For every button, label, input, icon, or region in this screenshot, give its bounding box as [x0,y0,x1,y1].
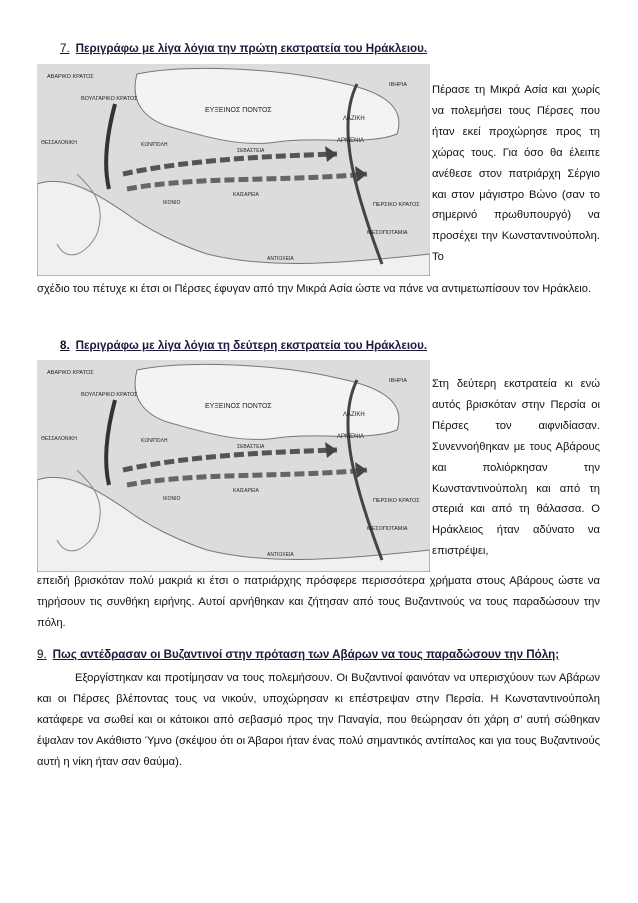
question-7-side-paragraph: Πέρασε τη Μικρά Ασία και χωρίς να πολεμήσει τους Πέρσες που ήταν εκεί προχώρησε προς τη χώρας τους. Για όσο θα έλειπε ανέθεσε στον πατριάρχη Σέργιο και στον μάγιστρο Βώνο (σαν το σημερινό πρωθυπουργό) να προσέχει την Κωνσταντινούπολη. Το [432,84,600,264]
map-label-mesopotamia: ΜΕΣΟΠΟΤΑΜΙΑ [367,526,408,532]
map-label-antiocheia: ΑΝΤΙΟΧΕΙΑ [267,256,294,262]
map-label-mesopotamia: ΜΕΣΟΠΟΤΑΜΙΑ [367,230,408,236]
map-label-armenia: ΑΡΜΕΝΙΑ [337,138,365,144]
question-7-heading [60,42,427,55]
map-campaign-1 [37,64,430,276]
question-7-number: 7. [60,42,70,55]
map-label-bulgar: ΒΟΥΛΓΑΡΙΚΟ ΚΡΑΤΟΣ [81,96,138,102]
map-label-persiko: ΠΕΡΣΙΚΟ ΚΡΑΤΟΣ [373,202,420,208]
question-9-number: 9. [37,648,47,661]
map-label-sevasteia: ΣΕΒΑΣΤΕΙΑ [237,444,265,450]
map-label-thessaloniki: ΘΕΣΣΑΛΟΝΙΚΗ [41,436,77,442]
question-8-full-text [37,571,600,634]
question-8-side-paragraph: Στη δεύτερη εκστρατεία κι ενώ αυτός βρισκόταν στην Περσία οι Πέρσες τον αιφνιδίασαν. Συνεννοήθηκαν με τους Αβάρους και πολιόρκησαν την Κωνσταντινούπολη και από τη στεριά και από τη θάλασσα. Ο Ηράκλειος ήταν αδύνατο να επιστρέψει, [432,378,600,558]
map-label-euxeinos: ΕΥΞΕΙΝΟΣ ΠΟΝΤΟΣ [205,107,272,114]
question-9-answer [37,668,600,773]
question-9-heading [37,648,559,661]
question-8-side-text [432,374,600,562]
map-label-sevasteia: ΣΕΒΑΣΤΕΙΑ [237,148,265,154]
question-9-title: Πως αντέδρασαν οι Βυζαντινοί στην πρόταση των Αβάρων να τους παραδώσουν την Πόλη; [52,648,560,661]
map-label-persiko: ΠΕΡΣΙΚΟ ΚΡΑΤΟΣ [373,498,420,504]
question-8-heading [60,339,427,352]
map-label-ikonio: ΙΚΟΝΙΟ [163,200,181,206]
map-campaign-2 [37,360,430,572]
question-8-full-paragraph: επειδή βρισκόταν πολύ μακριά κι έτσι ο πατριάρχης πρόσφερε περισσότερα χρήματα στους Αβάρους ώστε να τηρήσουν τις συνθήκη ειρήνης. Αυτοί αρνήθηκαν και ζήτησαν από τους Βυζαντινούς να τους παραδώσουν την πόλη. [37,575,600,629]
map-label-kaisareia: ΚΑΙΣΑΡΕΙΑ [233,488,259,494]
map-label-konstantinoupoli: ΚΩΝ/ΠΟΛΗ [141,142,168,148]
map-label-kaisareia: ΚΑΙΣΑΡΕΙΑ [233,192,259,198]
map-label-lazike: ΛΑΖΙΚΗ [343,412,365,418]
map-label-konstantinoupoli: ΚΩΝ/ΠΟΛΗ [141,438,168,444]
question-9-answer-paragraph: Εξοργίστηκαν και προτίμησαν να τους πολεμήσουν. Οι Βυζαντινοί φαινόταν να υπερισχύουν των Αβάρων και οι Πέρσες βλέποντας τους να νικούν, υποχώρησαν κι επέστρεψαν στην Περσία. Η Κωνσταντινούπολη κατάφερε να σωθεί και οι κάτοικοι από σεβασμό προς την Παναγία, που θεώρησαν ότι χάρη σ’ αυτή σώθηκαν έψαλαν τον Ακάθιστο Ύμνο (σκέψου ότι οι Άβαροι ήταν ένας πολύ σημαντικός αντίπαλος και για τους Βυζαντινούς αυτή η νίκη ήταν σαν θαύμα). [37,672,600,768]
map-campaign-1-drawing [37,64,430,276]
question-7-title: Περιγράφω με λίγα λόγια την πρώτη εκστρατεία του Ηράκλειου. [75,42,428,55]
question-7-full-text [37,279,600,300]
question-7-full-paragraph: σχέδιο του πέτυχε κι έτσι οι Πέρσες έφυγαν από την Μικρά Ασία ώστε να πάνε να αντιμετωπίσουν τον Ηράκλειο. [37,283,592,295]
question-8-number: 8. [60,339,70,352]
map-label-avar: ΑΒΑΡΙΚΟ ΚΡΑΤΟΣ [47,74,94,80]
map-label-thessaloniki: ΘΕΣΣΑΛΟΝΙΚΗ [41,140,77,146]
map-label-antiocheia: ΑΝΤΙΟΧΕΙΑ [267,552,294,558]
map-label-iberia: ΙΒΗΡΙΑ [389,82,408,88]
map-campaign-2-drawing [37,360,430,572]
question-8-title: Περιγράφω με λίγα λόγια τη δεύτερη εκστρατεία του Ηράκλειου. [75,339,428,352]
map-label-euxeinos: ΕΥΞΕΙΝΟΣ ΠΟΝΤΟΣ [205,403,272,410]
map-label-avar: ΑΒΑΡΙΚΟ ΚΡΑΤΟΣ [47,370,94,376]
map-label-ikonio: ΙΚΟΝΙΟ [163,496,181,502]
map-label-lazike: ΛΑΖΙΚΗ [343,116,365,122]
map-label-armenia: ΑΡΜΕΝΙΑ [337,434,365,440]
map-label-iberia: ΙΒΗΡΙΑ [389,378,408,384]
map-label-bulgar: ΒΟΥΛΓΑΡΙΚΟ ΚΡΑΤΟΣ [81,392,138,398]
question-7-side-text [432,80,600,268]
